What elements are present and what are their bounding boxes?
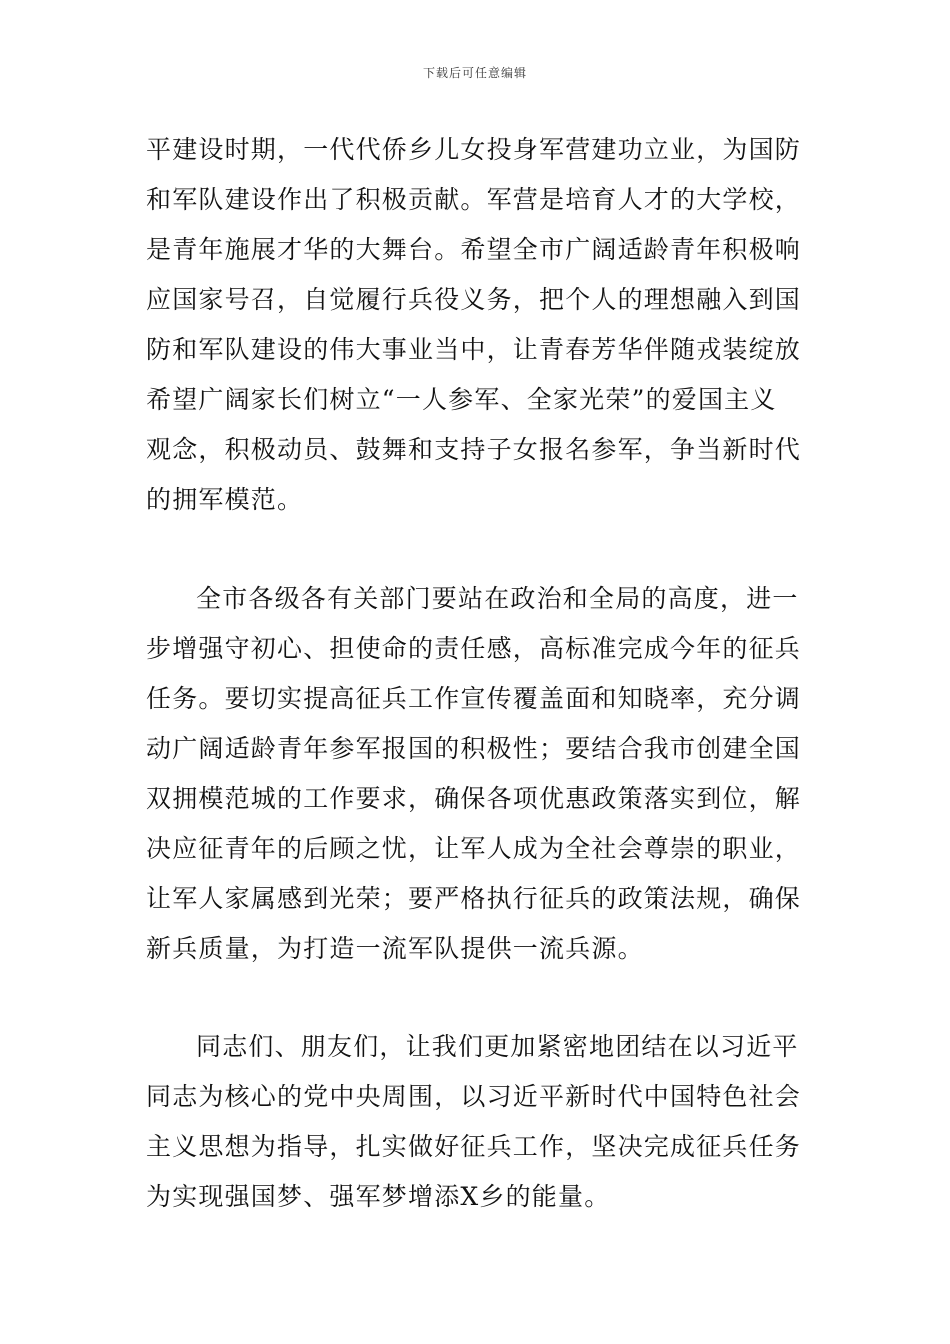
paragraph-2-line-6: 决应征青年的后顾之忧，让军人成为全社会尊崇的职业， (146, 834, 802, 863)
page-header: 下载后可任意编辑 (422, 66, 527, 80)
paragraph-3-line-1: 同志们、朋友们，让我们更加紧密地团结在以习近平 (196, 1032, 799, 1061)
paragraph-2-line-3: 任务。要切实提高征兵工作宣传覆盖面和知晓率，充分调 (146, 684, 802, 713)
paragraph-3-line-4: 为实现强国梦、强军梦增添X乡的能量。 (146, 1182, 611, 1211)
paragraph-2-line-2: 步增强守初心、担使命的责任感，高标准完成今年的征兵 (146, 634, 802, 663)
paragraph-2-line-8: 新兵质量，为打造一流军队提供一流兵源。 (146, 934, 644, 963)
paragraph-1-line-4: 应国家号召，自觉履行兵役义务，把个人的理想融入到国 (146, 285, 802, 314)
paragraph-2-line-5: 双拥模范城的工作要求，确保各项优惠政策落实到位，解 (146, 784, 802, 813)
paragraph-1-line-3: 是青年施展才华的大舞台。希望全市广阔适龄青年积极响 (146, 235, 802, 264)
paragraph-1-line-5: 防和军队建设的伟大事业当中，让青春芳华伴随戎装绽放 (146, 335, 802, 364)
paragraph-1-line-7: 观念，积极动员、鼓舞和支持子女报名参军，争当新时代 (146, 435, 802, 464)
paragraph-2-line-4: 动广阔适龄青年参军报国的积极性；要结合我市创建全国 (146, 734, 802, 763)
paragraph-3-line-3: 主义思想为指导，扎实做好征兵工作，坚决完成征兵任务 (146, 1132, 802, 1161)
paragraph-2-line-7: 让军人家属感到光荣；要严格执行征兵的政策法规，确保 (146, 884, 802, 913)
paragraph-3-line-2: 同志为核心的党中央周围，以习近平新时代中国特色社会 (146, 1082, 802, 1111)
paragraph-1-line-1: 平建设时期，一代代侨乡儿女投身军营建功立业，为国防 (146, 135, 802, 164)
paragraph-2-line-1: 全市各级各有关部门要站在政治和全局的高度，进一 (196, 584, 799, 613)
paragraph-1-line-2: 和军队建设作出了积极贡献。军营是培育人才的大学校， (146, 185, 802, 214)
paragraph-1-line-8: 的拥军模范。 (146, 485, 304, 514)
paragraph-1-line-6: 希望广阔家长们树立“一人参军、全家光荣”的爱国主义 (146, 385, 777, 414)
